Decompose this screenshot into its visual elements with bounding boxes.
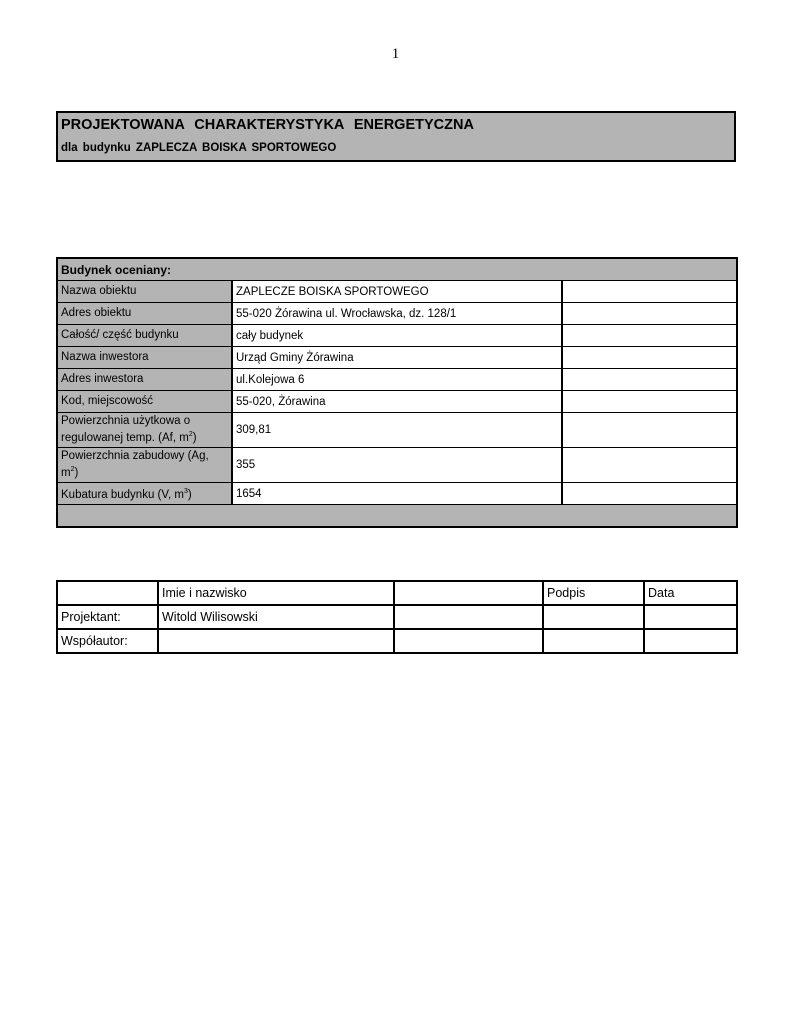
empty-cell: [562, 369, 737, 391]
table-row: [57, 483, 737, 505]
name-designer: Witold Wilisowski: [158, 605, 394, 629]
empty-cell: [562, 413, 737, 448]
signatures-header-row: [57, 581, 737, 605]
document-header: [56, 111, 736, 162]
empty-cell: [562, 281, 737, 303]
label-usable-area: [57, 413, 232, 448]
building-footer-cell: [57, 505, 737, 528]
name-coauthor: [158, 629, 394, 653]
header-name: Imie i nazwisko: [158, 581, 394, 605]
value-built-area: 355: [232, 448, 562, 483]
table-row: [57, 369, 737, 391]
table-row: [57, 391, 737, 413]
building-table: [56, 257, 738, 528]
label-volume-text: Kubatura budynku (V, m: [61, 488, 184, 501]
table-row: [57, 629, 737, 653]
empty-cell: [562, 483, 737, 505]
empty-cell: [562, 347, 737, 369]
empty-cell: [394, 629, 543, 653]
date-cell: [644, 605, 737, 629]
role-designer: Projektant:: [57, 605, 158, 629]
table-row: [57, 448, 737, 483]
table-row: [57, 413, 737, 448]
header-date: Data: [644, 581, 737, 605]
label-investor-address: Adres inwestora: [57, 369, 232, 391]
label-volume: [57, 483, 232, 505]
label-usable-area-text: Powierzchnia użytkowa o regulowanej temp. (Af, m: [61, 415, 191, 444]
building-section-header: [57, 258, 737, 281]
header-signature: Podpis: [543, 581, 644, 605]
table-row: [57, 325, 737, 347]
role-coauthor: Współautor:: [57, 629, 158, 653]
label-built-area-end: ): [74, 466, 79, 479]
label-object-address: Adres obiektu: [57, 303, 232, 325]
table-row: [57, 605, 737, 629]
date-cell: [644, 629, 737, 653]
value-postal-city: 55-020, Żórawina: [232, 391, 562, 413]
empty-cell: [562, 448, 737, 483]
value-usable-area: 309,81: [232, 413, 562, 448]
empty-cell: [394, 605, 543, 629]
empty-cell: [562, 391, 737, 413]
table-row: [57, 347, 737, 369]
signature-cell: [543, 605, 644, 629]
value-investor-address: ul.Kolejowa 6: [232, 369, 562, 391]
empty-cell: [57, 581, 158, 605]
value-object-name: ZAPLECZE BOISKA SPORTOWEGO: [232, 281, 562, 303]
empty-cell: [562, 325, 737, 347]
building-section-title: Budynek oceniany:: [57, 258, 737, 281]
label-investor-name: Nazwa inwestora: [57, 347, 232, 369]
label-built-area-sup: 2: [70, 466, 75, 474]
label-volume-end: ): [187, 488, 192, 501]
document-title: PROJEKTOWANA CHARAKTERYSTYKA ENERGETYCZNA: [61, 117, 474, 133]
empty-cell: [562, 303, 737, 325]
signatures-table: [56, 580, 738, 654]
label-built-area: [57, 448, 232, 483]
label-postal-city: Kod, miejscowość: [57, 391, 232, 413]
value-object-address: 55-020 Żórawina ul. Wrocławska, dz. 128/1: [232, 303, 562, 325]
building-footer-row: [57, 505, 737, 528]
document-subtitle: dla budynku ZAPLECZA BOISKA SPORTOWEGO: [61, 142, 337, 154]
label-usable-area-end: ): [192, 431, 197, 444]
value-volume: 1654: [232, 483, 562, 505]
label-object-name: Nazwa obiektu: [57, 281, 232, 303]
header-blank: [394, 581, 543, 605]
page-number: 1: [391, 46, 400, 62]
value-building-part: cały budynek: [232, 325, 562, 347]
table-row: [57, 281, 737, 303]
label-building-part: Całość/ część budynku: [57, 325, 232, 347]
label-usable-area-sup: 2: [188, 431, 193, 439]
label-volume-sup: 3: [183, 488, 188, 496]
label-built-area-text: Powierzchnia zabudowy (Ag, m: [61, 450, 209, 479]
table-row: [57, 303, 737, 325]
signature-cell: [543, 629, 644, 653]
value-investor-name: Urząd Gminy Żórawina: [232, 347, 562, 369]
